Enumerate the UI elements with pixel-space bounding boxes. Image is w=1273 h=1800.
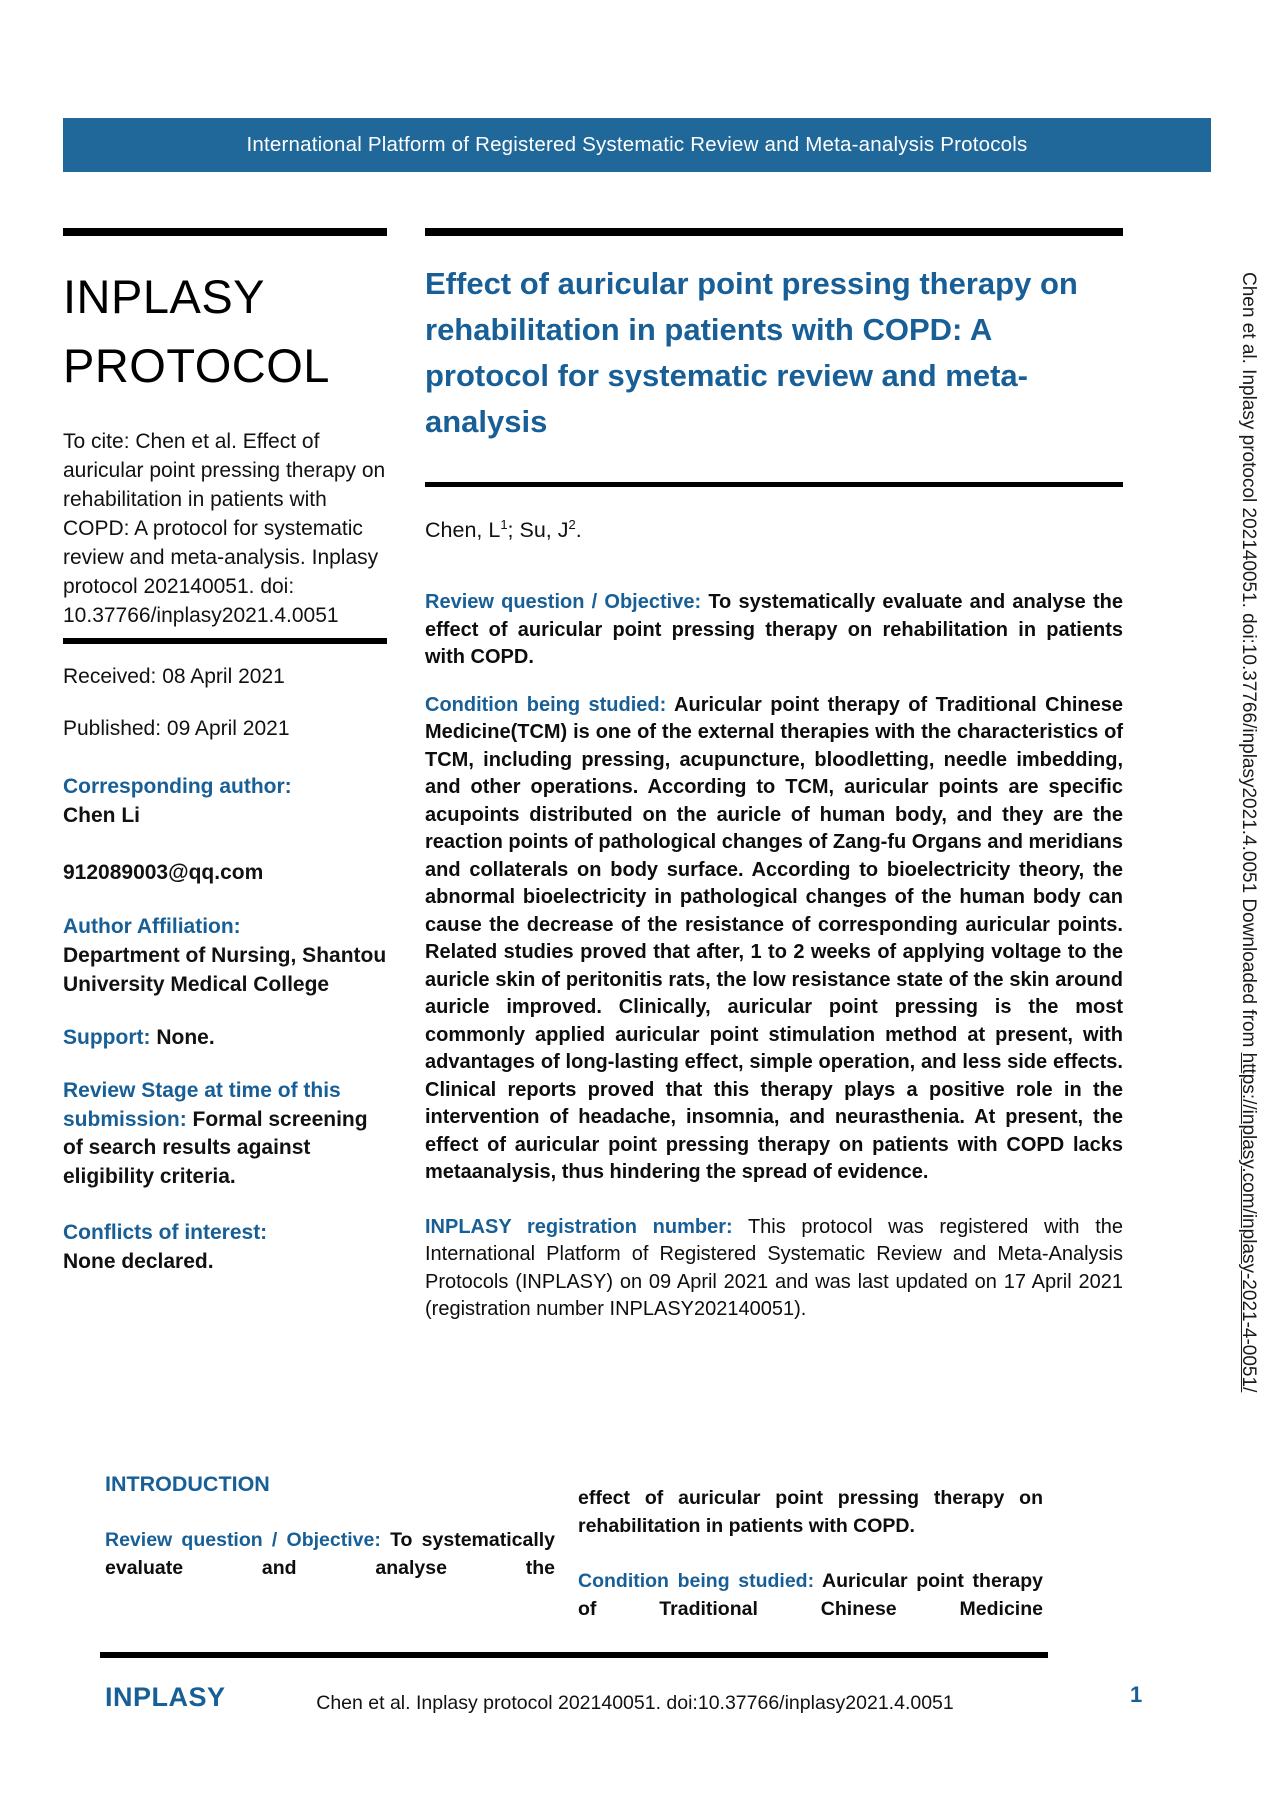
sidebar-vertical-citation <box>1237 272 1259 1407</box>
corresponding-author-section <box>63 772 387 830</box>
divider <box>425 228 1123 236</box>
published-date: Published: 09 April 2021 <box>63 717 290 740</box>
introduction-review-question-label: Review question / Objective: <box>105 1529 381 1551</box>
registration-label: INPLASY registration number: <box>425 1215 733 1238</box>
support-section <box>63 1023 387 1052</box>
author-1-affiliation-mark: 1 <box>500 517 508 532</box>
introduction-right-column <box>578 1464 1043 1642</box>
introduction-condition-text: Auricular point therapy of Traditional Chinese Medicine <box>578 1569 1043 1620</box>
author-2: ; Su, J <box>507 518 569 543</box>
review-question-paragraph <box>425 589 1123 672</box>
corresponding-author-label: Corresponding author: <box>63 775 292 798</box>
conflicts-value: None declared. <box>63 1249 214 1273</box>
citation-block: To cite: Chen et al. Effect of auricular point pressing therapy on rehabilitation in patients with COPD: A protocol for systematic review and meta-analysis. Inplasy protocol 202140051. doi: 10.37766/inplasy2021.4.0051 <box>63 430 386 627</box>
introduction-heading: INTRODUCTION <box>105 1472 270 1496</box>
registration-paragraph <box>425 1214 1123 1324</box>
platform-banner <box>63 118 1211 172</box>
corresponding-author-name: Chen Li <box>63 804 140 827</box>
received-date: Received: 08 April 2021 <box>63 665 285 688</box>
conflicts-label: Conflicts of interest: <box>63 1221 268 1244</box>
article-column <box>425 228 1123 1344</box>
introduction-review-question-text: To systematically evaluate and analyse the <box>105 1529 556 1579</box>
affiliation-section <box>63 912 387 999</box>
authors-period: . <box>575 518 582 543</box>
support-value: None. <box>156 1026 215 1049</box>
footer-citation: Chen et al. Inplasy protocol 202140051. doi:10.37766/inplasy2021.4.0051 <box>316 1692 954 1714</box>
introduction-condition-label: Condition being studied: <box>578 1569 815 1592</box>
divider <box>63 638 387 644</box>
introduction-review-question-paragraph <box>105 1526 555 1582</box>
sidebar-citation-text: Chen et al. Inplasy protocol 202140051. doi:10.37766/inplasy2021.4.0051 Downloaded from <box>1238 272 1259 1053</box>
masthead <box>63 262 387 400</box>
review-question-text: To systematically evaluate and analyse the effect of auricular point pressing therapy on rehabilitation in patients with COPD. <box>425 591 1123 669</box>
divider <box>63 228 387 236</box>
introduction-continued-text: effect of auricular point pressing therapy on rehabilitation in patients with COPD. <box>578 1486 1043 1537</box>
review-stage-section <box>63 1077 387 1191</box>
review-stage-value: Formal screening of search results against eligibility criteria. <box>63 1107 368 1188</box>
inplasy-logo: INPLASY <box>105 1682 226 1712</box>
review-stage-label: Review Stage at time of this submission: <box>63 1079 341 1131</box>
introduction-condition-paragraph <box>578 1567 1043 1623</box>
left-column <box>63 228 387 1276</box>
condition-text: Auricular point therapy of Traditional Chinese Medicine(TCM) is one of the external therapies with the characteristics of TCM, including pressing, acupuncture, bloodletting, needle imbedding, and other operations. According to TCM, auricular points are specific acupoints distributed on the auricle of human body, and they are the reaction points of pathological changes of Zang-fu Organs and meridians and collaterals on body surface. According to bioelectricity theory, the abnormal bioelectricity in pathological changes of the human body can cause the decrease of the resistance of corresponding auricular points. Related studies proved that after, 1 to 2 weeks of applying voltage to the auricle skin of peritonitis rats, the low resistance state of the skin around auricle improved. Clinically, auricular point pressing is the most commonly applied auricular point stimulation method at present, with advantages of long-lasting effect, simple operation, and less side effects. Clinical reports proved that this therapy plays a positive role in the intervention of headache, insomnia, and neurasthenia. At present, the effect of auricular point pressing therapy on patients with COPD lacks metaanalysis, thus hindering the spread of evidence. <box>425 693 1123 1184</box>
condition-label: Condition being studied: <box>425 693 667 716</box>
condition-paragraph <box>425 692 1123 1187</box>
page-number: 1 <box>1130 1682 1143 1707</box>
platform-banner-text: International Platform of Registered Systematic Review and Meta-analysis Protocols <box>246 133 1028 156</box>
affiliation-label: Author Affiliation: <box>63 915 241 938</box>
masthead-line1: INPLASY <box>63 270 266 323</box>
masthead-line2: PROTOCOL <box>63 339 330 392</box>
review-question-label: Review question / Objective: <box>425 591 702 614</box>
author-email: 912089003@qq.com <box>63 861 264 884</box>
divider <box>425 482 1123 487</box>
divider <box>100 1652 1048 1658</box>
support-label: Support: <box>63 1026 151 1049</box>
sidebar-download-link[interactable]: https://inplasy.com/inplasy-2021-4-0051/ <box>1238 1052 1259 1393</box>
conflicts-section <box>63 1219 387 1276</box>
introduction-left-column <box>105 1472 555 1602</box>
affiliation-value: Department of Nursing, Shantou University Medical College <box>63 944 387 996</box>
registration-text: This protocol was registered with the International Platform of Registered Systematic Review and Meta-Analysis Protocols (INPLASY) on 09 April 2021 and was last updated on 17 April 2021 (registration number INPLASY202140051). <box>425 1215 1123 1321</box>
article-title: Effect of auricular point pressing therapy on rehabilitation in patients with COPD: A protocol for systematic review and meta-analysis <box>425 266 1078 439</box>
authors-line <box>425 511 1123 544</box>
author-2-affiliation-mark: 2 <box>568 517 576 532</box>
author-1: Chen, L <box>425 518 501 543</box>
